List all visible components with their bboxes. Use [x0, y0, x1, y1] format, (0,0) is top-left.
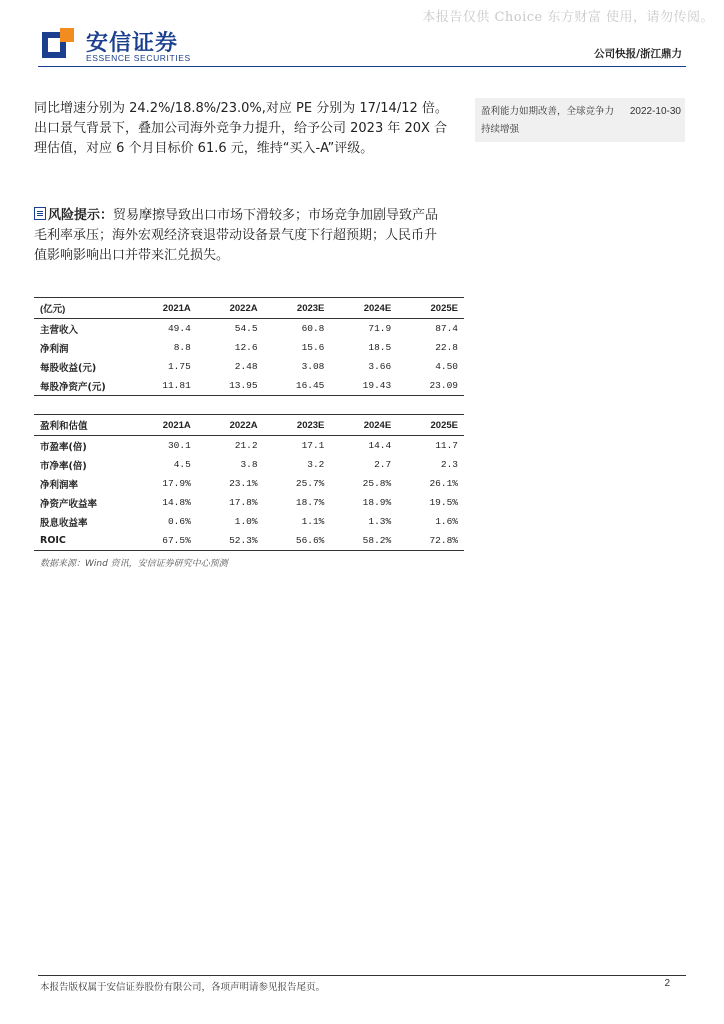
table-cell: ROIC	[34, 531, 130, 551]
table-cell: 60.8	[301, 323, 325, 334]
table-cell: 1.3%	[368, 516, 392, 527]
table-cell: 1.0%	[234, 516, 258, 527]
table-header-cell: 2022A	[197, 298, 264, 319]
table-cell: 26.1%	[429, 478, 458, 489]
risk-section	[34, 206, 448, 266]
report-type: 公司快报/浙江鼎力	[594, 48, 682, 60]
table-cell: 19.5%	[429, 497, 458, 508]
table-header-row	[34, 298, 464, 319]
table-cell: 净利润	[40, 343, 69, 355]
footer-divider	[38, 975, 686, 976]
table-cell: 19.43	[330, 376, 397, 396]
table-cell: 1.6%	[435, 516, 458, 527]
table-header-cell: (亿元)	[34, 298, 130, 319]
risk-title: 风险提示：	[48, 208, 114, 223]
table-cell: 58.2%	[330, 531, 397, 551]
table-cell: 3.66	[368, 361, 392, 372]
table-cell: 15.6	[301, 342, 325, 353]
table-cell: 17.9%	[162, 478, 191, 489]
list-icon	[34, 207, 46, 220]
table-row	[34, 474, 464, 493]
table-cell: 13.95	[197, 376, 264, 396]
table-row	[34, 512, 464, 531]
table-row	[34, 357, 464, 376]
table-cell: 0.6%	[167, 516, 191, 527]
table-cell: 18.5	[368, 342, 392, 353]
table-header-cell: 2024E	[330, 298, 397, 319]
table-cell: 14.4	[368, 440, 392, 451]
table-cell: 每股净资产(元)	[34, 376, 130, 396]
table-cell: 16.45	[264, 376, 331, 396]
table-cell: 3.8	[240, 459, 258, 470]
brand-name-en: ESSENCE SECURITIES	[86, 53, 191, 63]
table-header-cell: 2025E	[397, 298, 464, 319]
brand-name-cn: 安信证券	[86, 31, 179, 56]
table-cell: 11.81	[130, 376, 197, 396]
table-header-cell: 2023E	[264, 415, 331, 436]
table-header-cell: 2021A	[130, 298, 197, 319]
table-cell: 25.7%	[295, 478, 325, 489]
table-header-cell: 2022A	[197, 415, 264, 436]
table-cell: 22.8	[435, 342, 458, 353]
table-cell: 11.7	[435, 440, 458, 451]
table-header-cell: 2023E	[264, 298, 331, 319]
table-cell: 1.1%	[301, 516, 325, 527]
page-number: 2	[664, 978, 670, 989]
table-row	[34, 376, 464, 396]
brand-logo	[40, 26, 190, 66]
risk-text: 贸易摩擦导致出口市场下滑较多；市场竞争加剧导致产品毛利率承压；海外宏观经济衰退带动设备景气度下行超预期；人民币升值影响影响出口并带来汇兑损失。	[34, 208, 439, 263]
table-cell: 17.1	[301, 440, 325, 451]
table-cell: 56.6%	[264, 531, 331, 551]
table-cell: 市净率(倍)	[40, 460, 87, 472]
table-cell: 18.7%	[295, 497, 325, 508]
related-report-date: 2022-10-30	[629, 106, 681, 117]
related-report-title[interactable]: 盈利能力如期改善，全球竞争力持续增强	[481, 106, 615, 135]
table-cell: 67.5%	[130, 531, 197, 551]
table-row	[34, 455, 464, 474]
table-cell: 23.1%	[229, 478, 258, 489]
table-cell: 1.75	[167, 361, 191, 372]
table-cell: 市盈率(倍)	[40, 441, 87, 453]
table-cell: 71.9	[368, 323, 392, 334]
table-cell: 4.50	[435, 361, 458, 372]
financial-summary-table	[34, 297, 464, 396]
table-cell: 4.5	[173, 459, 191, 470]
table-cell: 8.8	[173, 342, 191, 353]
table-row	[34, 531, 464, 551]
table-cell: 2.3	[440, 459, 458, 470]
header-divider	[38, 66, 686, 67]
table-header-cell: 2025E	[397, 415, 464, 436]
table-cell: 72.8%	[397, 531, 464, 551]
table-cell: 每股收益(元)	[40, 362, 97, 374]
table-cell: 12.6	[234, 342, 258, 353]
table-cell: 52.3%	[197, 531, 264, 551]
table-cell: 14.8%	[162, 497, 191, 508]
related-report-sidebar	[475, 98, 685, 142]
table-cell: 25.8%	[362, 478, 392, 489]
logo-mark-icon	[40, 26, 76, 62]
table-cell: 18.9%	[362, 497, 392, 508]
table-cell: 87.4	[435, 323, 458, 334]
data-source-note: 数据来源：Wind 资讯，安信证券研究中心预测	[40, 559, 228, 569]
table-row	[34, 493, 464, 512]
table-header-cell: 盈利和估值	[34, 415, 130, 436]
table-row	[34, 319, 464, 339]
copyright-note: 本报告版权属于安信证券股份有限公司，各项声明请参见报告尾页。	[40, 982, 326, 993]
table-cell: 净资产收益率	[40, 498, 98, 510]
table-row	[34, 338, 464, 357]
table-cell: 49.4	[167, 323, 191, 334]
valuation-paragraph: 同比增速分别为 24.2%/18.8%/23.0%,对应 PE 分别为 17/14/12 倍。出口景气背景下，叠加公司海外竞争力提升，给予公司 2023 年 20X 合理估值，对应 6 个月目标价 61.6 元，维持“买入-A”评级。	[34, 101, 448, 156]
table-cell: 23.09	[397, 376, 464, 396]
table-cell: 3.2	[307, 459, 325, 470]
table-cell: 2.48	[234, 361, 258, 372]
table-row	[34, 436, 464, 456]
watermark: 本报告仅供 Choice 东方财富 使用，请勿传阅。	[422, 10, 714, 25]
table-header-cell: 2024E	[330, 415, 397, 436]
table-header-cell: 2021A	[130, 415, 197, 436]
table-cell: 54.5	[234, 323, 258, 334]
table-cell: 3.08	[301, 361, 325, 372]
table-header-row	[34, 415, 464, 436]
table-cell: 30.1	[167, 440, 191, 451]
table-cell: 21.2	[234, 440, 258, 451]
table-cell: 股息收益率	[40, 517, 88, 529]
table-cell: 净利润率	[40, 479, 79, 491]
valuation-table	[34, 414, 464, 551]
table-cell: 主营收入	[40, 324, 79, 336]
table-cell: 2.7	[374, 459, 392, 470]
table-cell: 17.8%	[229, 497, 258, 508]
